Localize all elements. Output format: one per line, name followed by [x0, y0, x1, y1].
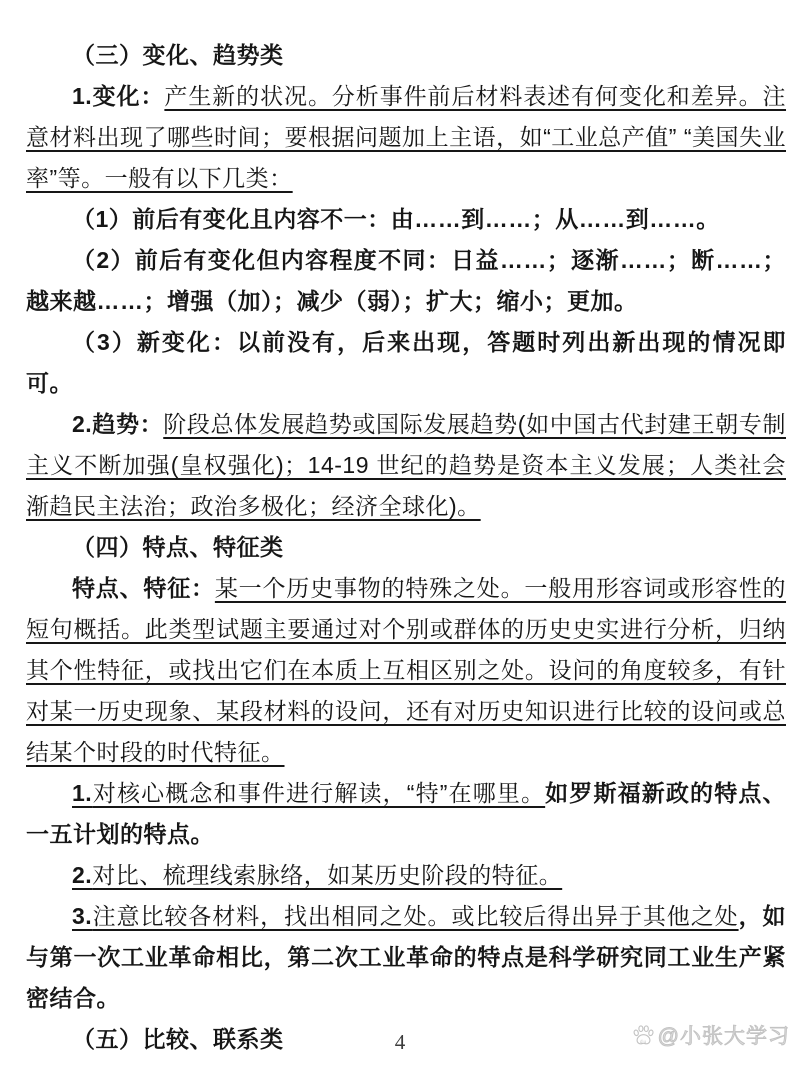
paw-icon [632, 1024, 655, 1047]
para-feature-point-2 [26, 855, 786, 896]
item-text: 注意比较各材料，找出相同之处。或比较后得出异于其他之处 [92, 903, 739, 929]
section-heading-change-trend [26, 35, 786, 76]
para-change-type-1 [26, 199, 786, 240]
watermark-text: @小张大学习 [657, 1025, 790, 1048]
item-example: ，如与第一次工业革命相比，第二次工业革命的特点是科学研究同工业生产紧密结合。 [26, 903, 787, 1011]
term-label: 1.变化： [72, 83, 165, 109]
item-number: 1. [72, 780, 93, 806]
item-example: 如罗斯福新政的特点、一五计划的特点。 [26, 780, 787, 847]
list-item-text: （1）前后有变化且内容不一：由……到……；从……到……。 [72, 206, 720, 232]
item-text: 对比、梳理线索脉络，如某历史阶段的特征。 [92, 862, 563, 888]
list-item-text: （2）前后有变化但内容程度不同：日益……；逐渐……；断……；越来越……；增强（加）；减少（弱）；扩大；缩小；更加。 [26, 247, 786, 314]
item-text: 对核心概念和事件进行解读，“特”在哪里。 [92, 780, 546, 806]
para-change-type-2 [26, 240, 786, 322]
list-item-text: （3）新变化：以前没有，后来出现，答题时列出新出现的情况即可。 [26, 329, 786, 396]
para-trend-definition [26, 404, 786, 527]
term-explanation: 某一个历史事物的特殊之处。一般用形容词或形容性的短句概括。此类型试题主要通过对个别或群体的历史史实进行分析，归纳其个性特征，或找出它们在本质上互相区别之处。设问的角度较多，有针对某一历史现象、某段材料的设问，还有对历史知识进行比较的设问或总结某个时段的时代特征。 [26, 575, 787, 765]
term-explanation: 产生新的状况。分析事件前后材料表述有何变化和差异。注意材料出现了哪些时间；要根据问题加上主语，如“工业总产值” “美国失业率”等。一般有以下几类： [26, 83, 787, 191]
item-number: 3. [72, 903, 93, 929]
para-feature-point-1 [26, 773, 786, 855]
heading-text: （四）特点、特征类 [72, 534, 284, 560]
term-label: 特点、特征： [72, 575, 215, 601]
heading-text: （五）比较、联系类 [72, 1026, 284, 1052]
watermark [632, 1020, 790, 1050]
para-feature-definition [26, 568, 786, 773]
term-explanation: 阶段总体发展趋势或国际发展趋势(如中国古代封建王朝专制主义不断加强(皇权强化)；14-19 世纪的趋势是资本主义发展；人类社会渐趋民主法治；政治多极化；经济全球化)。 [26, 411, 786, 519]
section-heading-feature [26, 527, 786, 568]
item-number: 2. [72, 862, 93, 888]
svg-text:du: du [639, 1039, 647, 1045]
heading-text: （三）变化、趋势类 [72, 42, 284, 68]
para-feature-point-3 [26, 896, 786, 1019]
para-change-definition [26, 76, 786, 199]
page-number: 4 [394, 1030, 406, 1054]
term-label: 2.趋势： [72, 411, 164, 437]
para-change-type-3 [26, 322, 786, 404]
